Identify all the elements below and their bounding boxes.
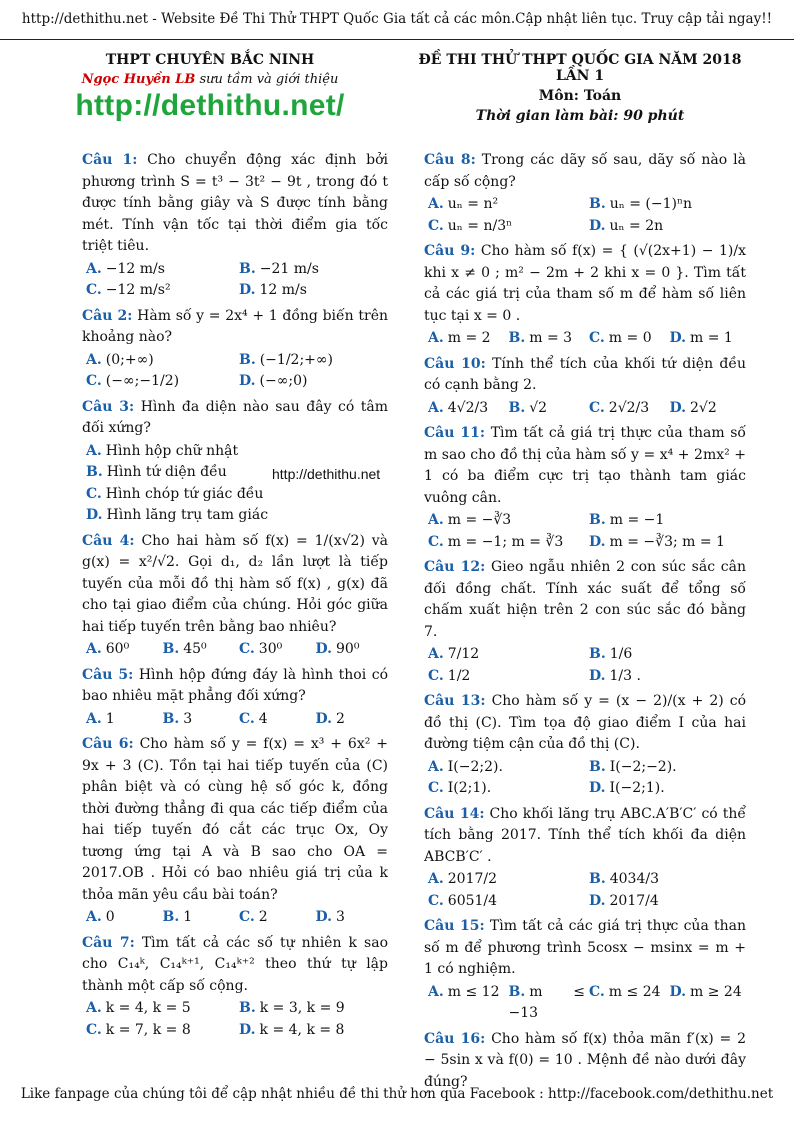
option-letter: C. (239, 909, 255, 925)
top-banner[interactable]: http://dethithu.net - Website Đề Thi Thử THPT Quốc Gia tất cả các môn.Cập nhật liên tục. Truy cập tải ngay!! (0, 0, 794, 40)
answer-option[interactable] (585, 982, 666, 1025)
answer-option[interactable] (585, 510, 746, 532)
question-text: Tìm tất cả các số tự nhiên k sao cho C₁₄ᵏ, C₁₄ᵏ⁺¹, C₁₄ᵏ⁺² theo thứ tự lập thành một cấp số cộng. (82, 934, 389, 994)
answer-option[interactable] (424, 194, 585, 216)
header-right (400, 52, 760, 124)
footer-fanpage-note[interactable]: Like fanpage của chúng tôi để cập nhật nhiều đề thi thử hơn qua Facebook : http://facebook.com/dethithu.net (20, 1086, 774, 1102)
option-text: 0 (105, 909, 115, 925)
answer-option[interactable] (585, 778, 746, 800)
option-letter: A. (428, 196, 444, 212)
question-block (82, 150, 388, 302)
answer-option[interactable] (424, 757, 585, 779)
option-text: m ≥ 24 (690, 983, 742, 1000)
option-text: uₙ = 2n (609, 217, 664, 234)
right-question-column (424, 150, 746, 1097)
question-number: Câu 14: (424, 805, 485, 822)
option-letter: D. (239, 373, 256, 389)
question-block (82, 665, 388, 731)
option-letter: B. (239, 351, 256, 368)
answer-option[interactable] (424, 328, 505, 350)
question-block (424, 916, 746, 1025)
option-letter: D. (589, 533, 606, 550)
option-text: Hình tứ diện đều (106, 464, 227, 480)
option-text: k = 3, k = 9 (259, 1000, 345, 1016)
answer-option[interactable] (505, 328, 586, 350)
option-text: 2017/4 (609, 892, 659, 909)
question-text: Cho hàm số f(x) = { (√(2x+1) − 1)/x khi x ≠ 0 ; m² − 2m + 2 khi x = 0 }. Tìm tất cả các giá trị của tham số m để hàm số liên tục tại x = 0 . (424, 243, 746, 324)
answer-option[interactable] (585, 666, 746, 688)
question-number: Câu 4: (82, 532, 135, 549)
option-letter: A. (86, 1000, 102, 1016)
option-text: 90⁰ (336, 641, 360, 657)
option-letter: C. (86, 373, 102, 389)
question-stem (82, 150, 388, 258)
question-stem (424, 150, 746, 193)
option-text: uₙ = n/3ⁿ (447, 217, 513, 234)
answer-option[interactable] (424, 666, 585, 688)
option-text: 1/6 (609, 646, 633, 662)
question-text: Tính thể tích của khối tứ diện đều có cạnh bằng 2. (424, 355, 747, 393)
question-block (424, 423, 746, 553)
option-letter: B. (86, 464, 103, 480)
option-text: m = 2 (447, 330, 491, 346)
option-letter: A. (428, 646, 444, 662)
option-letter: D. (239, 282, 256, 298)
answer-option[interactable] (235, 639, 312, 661)
option-letter: A. (428, 330, 444, 346)
answer-option[interactable] (312, 907, 389, 929)
option-text: k = 4, k = 5 (105, 1000, 191, 1016)
question-block (424, 1029, 746, 1094)
answer-options (424, 869, 746, 912)
option-text: −21 m/s (259, 260, 319, 277)
answer-option[interactable] (235, 259, 388, 281)
question-text: Trong các dãy số sau, dãy số nào là cấp số cộng? (424, 152, 746, 190)
option-letter: B. (162, 710, 180, 727)
question-text: Cho hàm số y = f(x) = x³ + 6x² + 9x + 3 (C). Tồn tại hai tiếp tuyến của (C) phân biệt và có cùng hệ số góc k, đồng thời đường thẳng đi qua các tiếp điểm của hai tiếp tuyến đó cắt các trục Ox, Oy tương ứng tại A và B sao cho OA = 2017.OB . Hỏi có bao nhiêu giá trị của k thỏa mãn yêu cầu bài toán? (82, 736, 388, 903)
answer-option[interactable] (424, 644, 585, 666)
option-letter: A. (86, 641, 102, 657)
question-text: Cho chuyển động xác định bởi phương trình S = t³ − 3t² − 9t , trong đó t được tính bằng giây và S được tính bằng mét. Tính vận tốc tại thời điểm gia tốc triệt tiêu. (82, 152, 388, 254)
option-letter: B. (239, 260, 256, 277)
option-text: m = 1 (690, 330, 733, 346)
option-letter: D. (589, 217, 606, 234)
answer-option[interactable] (235, 350, 388, 372)
option-text: I(−2;1). (609, 780, 665, 796)
option-text: m ≤ 12 (447, 983, 500, 1000)
option-text: 4034/3 (609, 871, 659, 887)
answer-options (82, 709, 388, 731)
answer-option[interactable] (666, 982, 747, 1025)
answer-option[interactable] (424, 891, 585, 913)
answer-option[interactable] (585, 216, 746, 238)
question-text: Hình hộp đứng đáy là hình thoi có bao nhiêu mặt phẳng đối xứng? (82, 666, 389, 704)
option-text: 2 (258, 909, 268, 925)
answer-option[interactable] (82, 280, 235, 302)
option-text: 1/3 . (609, 667, 641, 684)
option-text: m = −∛3 (447, 512, 512, 528)
question-stem (424, 241, 746, 327)
option-letter: C. (428, 892, 444, 909)
answer-option[interactable] (235, 1020, 388, 1042)
answer-options (424, 510, 746, 553)
answer-option[interactable] (82, 371, 235, 393)
question-block (424, 557, 746, 687)
option-letter: C. (239, 710, 255, 727)
option-text: I(−2;2). (447, 758, 503, 775)
option-text: 1 (183, 909, 193, 925)
option-text: 2√2/3 (608, 399, 650, 416)
option-letter: C. (239, 641, 255, 657)
answer-option[interactable] (82, 259, 235, 281)
answer-option[interactable] (235, 907, 312, 929)
option-text: Hình lăng trụ tam giác (106, 507, 269, 523)
question-block (424, 354, 746, 420)
answer-option[interactable] (159, 709, 236, 731)
answer-option[interactable] (424, 398, 505, 420)
option-text: m ≤ −13 (508, 983, 585, 1021)
option-letter: A. (428, 871, 444, 887)
question-text: Hình đa diện nào sau đây có tâm đối xứng? (82, 398, 388, 436)
option-letter: C. (86, 1021, 102, 1038)
answer-option[interactable] (424, 778, 585, 800)
answer-option[interactable] (505, 982, 586, 1025)
answer-option[interactable] (585, 328, 666, 350)
option-text: 7/12 (447, 646, 480, 662)
answer-options (424, 194, 746, 237)
question-number: Câu 9: (424, 243, 476, 259)
option-text: 6051/4 (447, 892, 498, 909)
question-block (424, 241, 746, 350)
answer-option[interactable] (235, 280, 388, 302)
option-letter: D. (86, 507, 103, 523)
option-text: uₙ = n² (447, 196, 499, 212)
answer-options (82, 259, 388, 302)
answer-options (424, 328, 746, 350)
option-letter: A. (428, 399, 444, 416)
answer-option[interactable] (505, 398, 586, 420)
option-letter: A. (86, 909, 102, 925)
option-text: (−∞;−1/2) (105, 373, 180, 389)
option-text: Hình chóp tứ giác đều (105, 485, 264, 502)
option-letter: B. (589, 871, 606, 887)
option-text: 4 (258, 710, 268, 727)
option-letter: B. (589, 646, 606, 662)
answer-option[interactable] (585, 757, 746, 779)
answer-option[interactable] (82, 709, 159, 731)
answer-option[interactable] (82, 998, 235, 1020)
option-letter: D. (589, 892, 606, 909)
question-stem (82, 933, 388, 998)
question-stem (82, 397, 388, 440)
option-text: 60⁰ (105, 641, 130, 657)
question-number: Câu 16: (424, 1030, 486, 1047)
option-text: √2 (529, 399, 548, 416)
option-letter: B. (508, 330, 526, 346)
exam-title: ĐỀ THI THỬ THPT QUỐC GIA NĂM 2018 LẦN 1 (418, 52, 742, 84)
option-text: m = 0 (608, 330, 652, 346)
question-number: Câu 15: (424, 918, 485, 934)
option-letter: B. (589, 196, 606, 212)
option-letter: A. (86, 351, 102, 368)
answer-options (424, 757, 746, 800)
option-text: (0;+∞) (105, 351, 154, 368)
option-text: −12 m/s (105, 260, 165, 277)
question-text: Tìm tất cả giá trị thực của tham số m sao cho đồ thị của hàm số y = x⁴ + 2mx² + 1 có ba điểm cực trị tạo thành tam giác vuông cân. (424, 425, 747, 506)
answer-options (424, 982, 746, 1025)
answer-option[interactable] (82, 505, 388, 527)
question-number: Câu 7: (82, 934, 135, 951)
question-block (424, 804, 746, 913)
collector-name: Ngọc Huyền LB (81, 72, 196, 87)
question-text: Hàm số y = 2x⁴ + 1 đồng biến trên khoảng nào? (82, 307, 388, 345)
question-stem (424, 354, 746, 397)
answer-option[interactable] (585, 869, 746, 891)
answer-option[interactable] (424, 510, 585, 532)
option-letter: B. (589, 512, 606, 528)
collector-suffix: sưu tầm và giới thiệu (195, 72, 339, 87)
option-letter: A. (428, 758, 444, 775)
answer-option[interactable] (82, 484, 388, 506)
option-text: 2 (336, 710, 345, 727)
option-letter: B. (508, 983, 526, 1000)
answer-option[interactable] (585, 644, 746, 666)
question-number: Câu 12: (424, 559, 486, 575)
option-letter: C. (428, 780, 444, 796)
question-text: Gieo ngẫu nhiên 2 con súc sắc cân đối đồng chất. Tính xác suất để tổng số chấm xuất hiện trên 2 con súc sắc đó bằng 7. (424, 559, 747, 640)
option-text: −12 m/s² (105, 282, 171, 298)
question-stem (82, 306, 388, 349)
option-text: 2√2 (690, 399, 717, 416)
question-number: Câu 10: (424, 355, 486, 372)
option-letter: C. (589, 330, 605, 346)
option-text: m = 3 (529, 330, 573, 346)
question-stem (82, 531, 388, 639)
option-letter: C. (428, 667, 444, 684)
answer-option[interactable] (585, 891, 746, 913)
option-text: 4√2/3 (447, 399, 489, 416)
question-text: Cho khối lăng trụ ABC.A′B′C′ có thể tích bằng 2017. Tính thể tích khối đa diện ABCB′C′ . (424, 805, 746, 865)
option-letter: B. (162, 641, 180, 657)
answer-option[interactable] (666, 328, 747, 350)
site-url-link[interactable]: http://dethithu.net/ (75, 89, 345, 122)
answer-option[interactable] (235, 371, 388, 393)
answer-option[interactable] (159, 639, 236, 661)
question-number: Câu 13: (424, 693, 486, 709)
option-letter: D. (315, 710, 333, 727)
option-text: Hình hộp chữ nhật (105, 442, 239, 459)
option-text: m = −∛3; m = 1 (609, 533, 725, 550)
question-stem (82, 734, 388, 906)
option-letter: B. (162, 909, 180, 925)
option-text: 45⁰ (183, 641, 207, 657)
school-name: THPT CHUYÊN BẮC NINH (105, 52, 315, 68)
option-text: m = −1; m = ∛3 (447, 533, 564, 550)
answer-option[interactable] (312, 709, 389, 731)
answer-options (82, 441, 388, 527)
option-letter: A. (428, 512, 444, 528)
option-letter: C. (86, 485, 102, 502)
option-text: (−1/2;+∞) (259, 351, 334, 368)
option-text: 3 (183, 710, 193, 727)
question-number: Câu 11: (424, 425, 486, 441)
question-block (424, 691, 746, 800)
option-letter: D. (589, 780, 606, 796)
option-text: k = 4, k = 8 (259, 1021, 345, 1038)
option-letter: A. (428, 983, 444, 1000)
option-letter: B. (239, 1000, 256, 1016)
question-stem (424, 1029, 746, 1094)
option-text: 30⁰ (258, 641, 283, 657)
question-number: Câu 6: (82, 736, 134, 752)
question-number: Câu 2: (82, 307, 133, 324)
option-letter: A. (86, 260, 102, 277)
option-letter: D. (315, 641, 333, 657)
answer-option[interactable] (159, 907, 236, 929)
answer-options (424, 644, 746, 687)
option-text: I(−2;−2). (609, 758, 677, 775)
answer-options (82, 639, 388, 661)
option-text: I(2;1). (447, 780, 492, 796)
question-number: Câu 3: (82, 398, 135, 415)
option-letter: D. (239, 1021, 256, 1038)
answer-option[interactable] (424, 982, 505, 1025)
question-stem (424, 423, 746, 509)
option-text: 1 (105, 710, 115, 727)
option-letter: C. (86, 282, 102, 298)
option-letter: C. (428, 533, 444, 550)
question-text: Tìm tất cả các giá trị thực của than số m để phương trình 5cosx − msinx = m + 1 có nghiệm. (424, 918, 747, 977)
option-text: m ≤ 24 (608, 983, 661, 1000)
question-number: Câu 5: (82, 666, 134, 683)
option-text: 3 (336, 909, 345, 925)
watermark-link[interactable]: http://dethithu.net (272, 466, 381, 482)
option-text: k = 7, k = 8 (105, 1021, 191, 1038)
question-stem (424, 916, 746, 981)
answer-option[interactable] (82, 639, 159, 661)
question-block (82, 306, 388, 393)
option-text: m = −1 (609, 512, 665, 528)
answer-option[interactable] (585, 398, 666, 420)
question-block (82, 531, 388, 661)
question-text: Cho hai hàm số f(x) = 1/(x√2) và g(x) = x²/√2. Gọi d₁, d₂ lần lượt là tiếp tuyến của mỗi đồ thị hàm số f(x) , g(x) đã cho tại giao điểm của chúng. Hỏi góc giữa hai tiếp tuyến trên bằng bao nhiêu? (82, 532, 389, 635)
left-question-column (82, 150, 388, 1045)
question-stem (424, 557, 746, 643)
answer-option[interactable] (585, 532, 746, 554)
answer-options (82, 907, 388, 929)
option-text: uₙ = (−1)ⁿn (609, 196, 693, 212)
question-block (82, 734, 388, 929)
answer-option[interactable] (235, 998, 388, 1020)
answer-options (82, 998, 388, 1041)
question-stem (424, 804, 746, 869)
answer-option[interactable] (424, 532, 585, 554)
exam-subject: Môn: Toán (538, 88, 622, 104)
option-letter: D. (315, 909, 333, 925)
question-text: Cho hàm số f(x) thỏa mãn f′(x) = 2 − 5sin x và f(0) = 10 . Mệnh đề nào dưới đây đúng? (424, 1030, 746, 1090)
question-number: Câu 1: (82, 152, 138, 168)
option-letter: B. (508, 399, 526, 416)
option-letter: C. (589, 399, 605, 416)
option-letter: D. (669, 399, 687, 416)
option-text: (−∞;0) (259, 373, 308, 389)
question-block (82, 397, 388, 527)
answer-option[interactable] (424, 216, 585, 238)
header-left (40, 52, 380, 123)
question-stem (82, 665, 388, 708)
question-stem (424, 691, 746, 756)
answer-option[interactable] (82, 907, 159, 929)
option-text: 12 m/s (259, 282, 307, 298)
option-letter: D. (589, 667, 606, 684)
answer-option[interactable] (82, 350, 235, 372)
answer-option[interactable] (585, 194, 746, 216)
answer-options (82, 350, 388, 393)
option-letter: C. (589, 983, 605, 1000)
answer-option[interactable] (82, 441, 388, 463)
collector-line (40, 72, 380, 87)
question-block (424, 150, 746, 237)
option-letter: D. (669, 330, 687, 346)
option-text: 1/2 (447, 667, 471, 684)
answer-option[interactable] (424, 869, 585, 891)
answer-options (424, 398, 746, 420)
answer-option[interactable] (312, 639, 389, 661)
option-letter: D. (669, 983, 687, 1000)
option-text: 2017/2 (447, 871, 498, 887)
option-letter: C. (428, 217, 444, 234)
question-number: Câu 8: (424, 152, 476, 168)
question-text: Cho hàm số y = (x − 2)/(x + 2) có đồ thị (C). Tìm tọa độ giao điểm I của hai đường tiệm cận của đồ thị (C). (424, 693, 747, 752)
question-block (82, 933, 388, 1042)
answer-option[interactable] (82, 1020, 235, 1042)
answer-option[interactable] (666, 398, 747, 420)
option-letter: A. (86, 442, 102, 459)
exam-duration: Thời gian làm bài: 90 phút (475, 108, 685, 124)
option-letter: B. (589, 758, 606, 775)
option-letter: A. (86, 710, 102, 727)
answer-option[interactable] (235, 709, 312, 731)
